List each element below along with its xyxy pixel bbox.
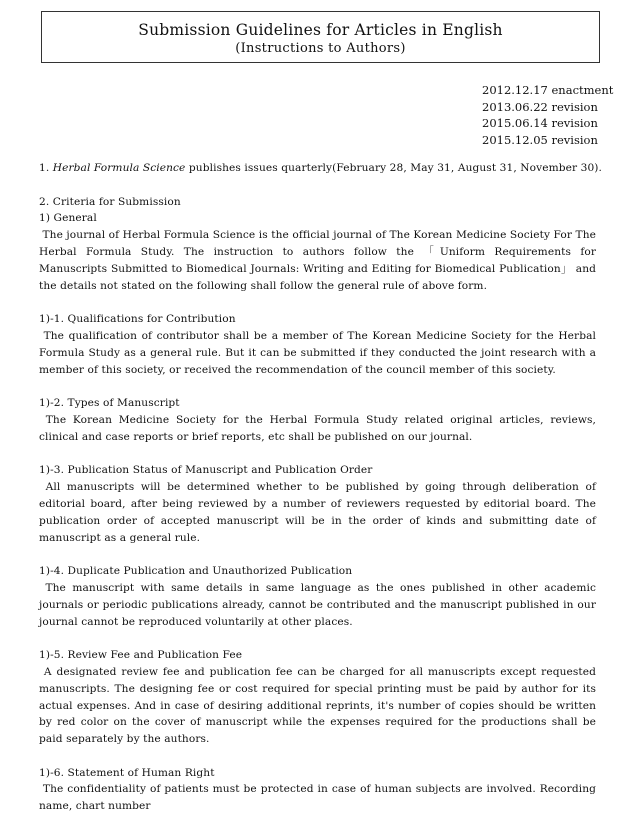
general-heading: 1) General xyxy=(39,212,97,225)
page-subtitle: (Instructions to Authors) xyxy=(235,41,406,56)
section-text: The Korean Medicine Society for the Herbal Formula Study related original articles, reviews, clinical and case reports or brief reports, etc shall be published on our journal. xyxy=(39,413,597,443)
revision-entry: 2012.12.17 enactment xyxy=(482,83,614,97)
general-text: The journal of Herbal Formula Science is the official journal of The Korean Medicine Society For The Herbal Formula Study. The instruction to authors follow the 「Uniform Requirements for Manuscripts Submitted to Biomedical Journals: Writing and Editing for Biomedical Publication」 and the details not stated on the following shall follow the general rule of above form. xyxy=(39,229,597,292)
section-heading: 1)-5. Review Fee and Publication Fee xyxy=(39,649,243,662)
intro-paragraph xyxy=(39,160,602,177)
section-text: All manuscripts will be determined whether to be published by going through deliberation of editorial board, after being reviewed by a number of reviewers requested by editorial board. The publication order of accepted manuscript will be in the order of kinds and submitting date of manuscript as a general rule. xyxy=(39,481,597,544)
section-heading: 1)-2. Types of Manuscript xyxy=(39,397,180,410)
criteria-heading: 2. Criteria for Submission xyxy=(39,195,181,208)
page-title: Submission Guidelines for Articles in English xyxy=(138,21,503,39)
intro-number: 1. xyxy=(39,162,50,174)
section-text: The confidentiality of patients must be protected in case of human subjects are involved. Recording name, chart number xyxy=(39,783,597,813)
revision-history xyxy=(482,82,613,148)
section-text: The manuscript with same details in same language as the ones published in other academic journals or periodic publications already, cannot be contributed and the manuscript published in our journal cannot be reproduced voluntarily at other places. xyxy=(39,581,596,628)
revision-entry: 2015.06.14 revision xyxy=(482,116,598,130)
title-box xyxy=(41,11,600,63)
guidelines-body xyxy=(39,160,602,815)
section-heading: 1)-1. Qualifications for Contribution xyxy=(39,313,236,326)
revision-entry: 2013.06.22 revision xyxy=(482,99,598,114)
journal-name: Herbal Formula Science xyxy=(52,162,186,174)
intro-text: publishes issues quarterly(February 28, May 31, August 31, November 30). xyxy=(188,162,602,174)
section-text: A designated review fee and publication fee can be charged for all manuscripts except requested manuscripts. The designing fee or cost required for special printing must be paid by author for its actual expenses. And in case of desiring additional reprints, it's number of copies should be written by red color on the cover of manuscript while the expenses required for the productions shall be paid separately by the authors. xyxy=(39,665,597,746)
section-heading: 1)-6. Statement of Human Right xyxy=(39,766,215,779)
section-heading: 1)-3. Publication Status of Manuscript and Publication Order xyxy=(39,464,373,477)
section-text: The qualification of contributor shall be a member of The Korean Medicine Society for the Herbal Formula Study as a general rule. But it can be submitted if they conducted the joint research with a member of this society, or received the recommendation of the council member of this society. xyxy=(39,329,596,376)
revision-entry: 2015.12.05 revision xyxy=(482,132,598,147)
section-heading: 1)-4. Duplicate Publication and Unauthorized Publication xyxy=(39,565,353,578)
